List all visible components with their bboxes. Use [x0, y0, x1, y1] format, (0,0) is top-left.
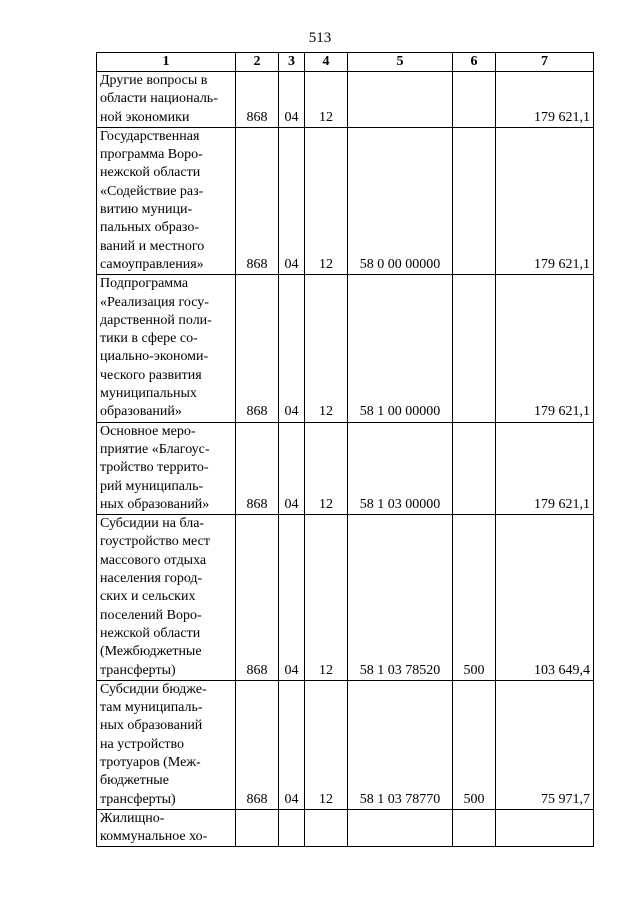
ministry-code [236, 809, 279, 847]
section-code: 04 [279, 680, 305, 809]
ministry-code: 868 [236, 680, 279, 809]
item-name: Другие вопросы в области националь- ной экономики [97, 72, 236, 128]
target-article-code: 58 0 00 00000 [348, 127, 453, 274]
section-code: 04 [279, 275, 305, 422]
expense-type-code [453, 422, 496, 514]
ministry-code: 868 [236, 515, 279, 681]
section-code: 04 [279, 422, 305, 514]
subsection-code: 12 [305, 72, 348, 128]
amount [496, 809, 594, 847]
item-name: Государственная программа Воро- нежской области «Содействие раз- витию муници- пальных образо- ваний и местного самоуправления» [97, 127, 236, 274]
item-name: Жилищно- коммунальное хо- [97, 809, 236, 847]
ministry-code: 868 [236, 127, 279, 274]
column-header: 4 [305, 53, 348, 72]
table-row [97, 127, 594, 274]
subsection-code: 12 [305, 680, 348, 809]
amount: 179 621,1 [496, 422, 594, 514]
ministry-code: 868 [236, 275, 279, 422]
item-name: Основное меро- приятие «Благоус- тройство террито- рий муниципаль- ных образований» [97, 422, 236, 514]
section-code: 04 [279, 72, 305, 128]
target-article-code: 58 1 03 78770 [348, 680, 453, 809]
column-header: 1 [97, 53, 236, 72]
table-row [97, 422, 594, 514]
amount: 75 971,7 [496, 680, 594, 809]
item-name: Субсидии на бла- гоустройство мест массового отдыха населения город- ских и сельских поселений Воро- нежской области (Межбюджетные трансферты) [97, 515, 236, 681]
expense-type-code [453, 809, 496, 847]
column-header: 3 [279, 53, 305, 72]
section-code [279, 809, 305, 847]
column-header: 5 [348, 53, 453, 72]
table-row [97, 275, 594, 422]
amount: 179 621,1 [496, 72, 594, 128]
table-row [97, 515, 594, 681]
target-article-code [348, 809, 453, 847]
subsection-code: 12 [305, 127, 348, 274]
column-header: 2 [236, 53, 279, 72]
target-article-code: 58 1 03 78520 [348, 515, 453, 681]
ministry-code: 868 [236, 72, 279, 128]
amount: 103 649,4 [496, 515, 594, 681]
budget-table [96, 52, 594, 847]
column-header: 7 [496, 53, 594, 72]
table-row [97, 72, 594, 128]
expense-type-code [453, 72, 496, 128]
expense-type-code [453, 127, 496, 274]
expense-type-code: 500 [453, 680, 496, 809]
section-code: 04 [279, 515, 305, 681]
ministry-code: 868 [236, 422, 279, 514]
target-article-code: 58 1 00 00000 [348, 275, 453, 422]
target-article-code [348, 72, 453, 128]
expense-type-code [453, 275, 496, 422]
target-article-code: 58 1 03 00000 [348, 422, 453, 514]
page-number: 513 [308, 30, 332, 46]
amount: 179 621,1 [496, 127, 594, 274]
expense-type-code: 500 [453, 515, 496, 681]
section-code: 04 [279, 127, 305, 274]
subsection-code: 12 [305, 515, 348, 681]
subsection-code: 12 [305, 275, 348, 422]
subsection-code: 12 [305, 422, 348, 514]
table-header-row [97, 53, 594, 72]
table-row [97, 809, 594, 847]
column-header: 6 [453, 53, 496, 72]
item-name: Подпрограмма «Реализация госу- дарственной поли- тики в сфере со- циально-экономи- ческого развития муниципальных образований» [97, 275, 236, 422]
subsection-code [305, 809, 348, 847]
table-row [97, 680, 594, 809]
item-name: Субсидии бюдже- там муниципаль- ных образований на устройство тротуаров (Меж- бюджетные трансферты) [97, 680, 236, 809]
amount: 179 621,1 [496, 275, 594, 422]
